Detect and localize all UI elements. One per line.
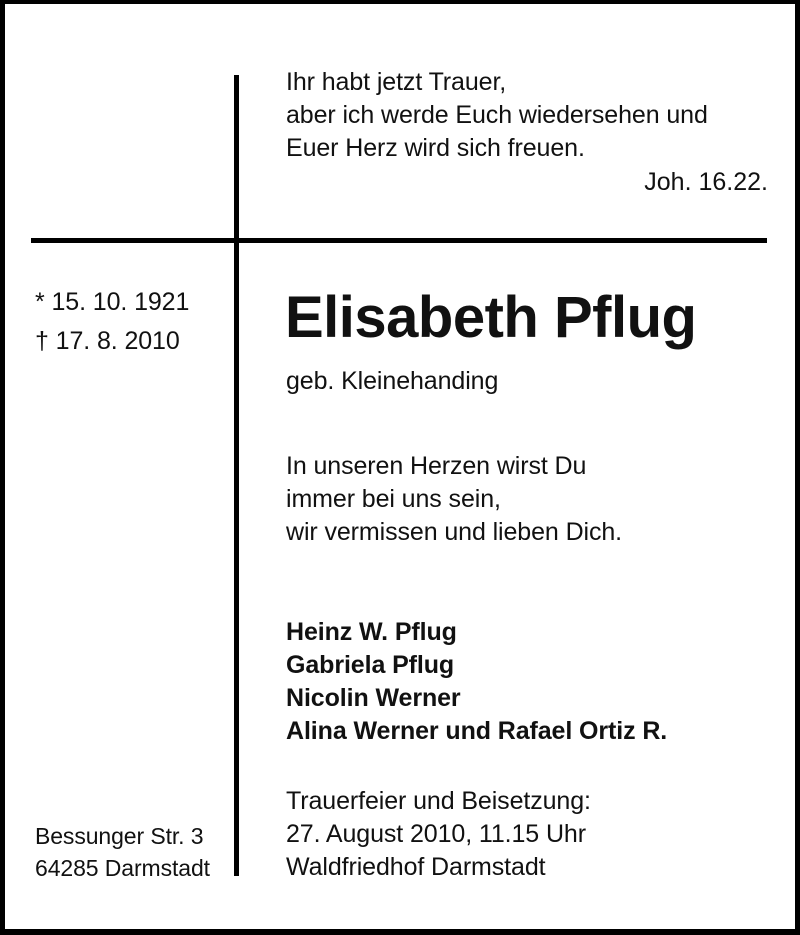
mourners-list — [286, 616, 667, 748]
quote-reference: Joh. 16.22. — [644, 168, 768, 196]
maiden-name: geb. Kleinehanding — [286, 367, 499, 395]
address-street: Bessunger Str. 3 — [35, 823, 204, 849]
quote-line: Ihr habt jetzt Trauer, — [286, 68, 507, 96]
memorial-line: immer bei uns sein, — [286, 485, 501, 513]
quote-line: Euer Herz wird sich freuen. — [286, 134, 585, 162]
funeral-location: Waldfriedhof Darmstadt — [286, 853, 546, 881]
death-date: † 17. 8. 2010 — [35, 327, 180, 355]
memorial-line: wir vermissen und lieben Dich. — [286, 518, 623, 546]
memorial-line: In unseren Herzen wirst Du — [286, 452, 587, 480]
funeral-heading: Trauerfeier und Beisetzung: — [286, 787, 591, 815]
funeral-datetime: 27. August 2010, 11.15 Uhr — [286, 820, 586, 848]
life-dates — [35, 283, 189, 361]
family-address — [35, 820, 210, 884]
mourner: Heinz W. Pflug — [286, 618, 457, 646]
mourner: Alina Werner und Rafael Ortiz R. — [286, 717, 668, 745]
cross-horizontal-bar — [31, 238, 767, 243]
cross-vertical-bar — [234, 75, 239, 876]
deceased-name: Elisabeth Pflug — [285, 285, 697, 350]
quote-line: aber ich werde Euch wiedersehen und — [286, 101, 708, 129]
address-city: 64285 Darmstadt — [35, 855, 210, 881]
memorial-text — [286, 450, 622, 549]
mourner: Nicolin Werner — [286, 684, 461, 712]
bible-quote — [286, 66, 708, 165]
birth-date: * 15. 10. 1921 — [35, 288, 190, 316]
mourner: Gabriela Pflug — [286, 651, 455, 679]
funeral-info — [286, 785, 591, 884]
